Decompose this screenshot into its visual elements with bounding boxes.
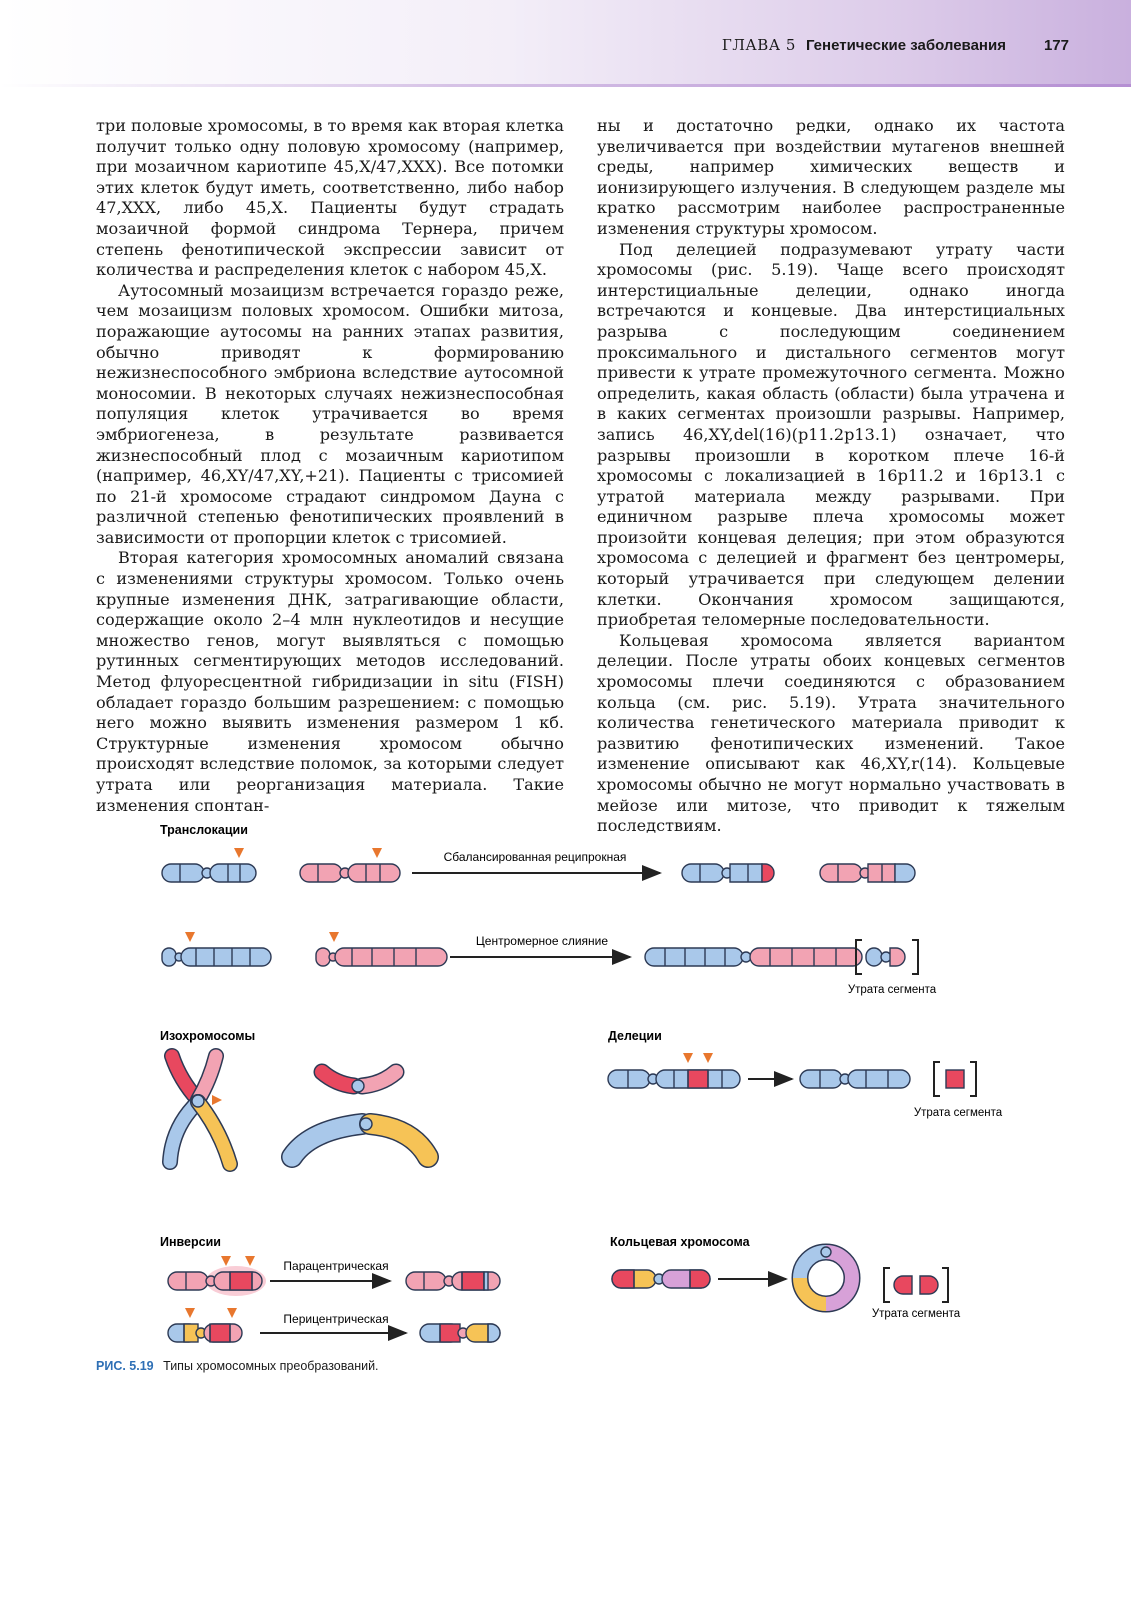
segment-loss-label: Утрата сегмента [913,1107,1003,1119]
bracket-icon [912,940,918,974]
chromosome-pink [300,864,400,882]
chapter-label: ГЛАВА 5 [721,36,796,54]
left-text-column [96,116,564,816]
chromosome-pericentric-after [420,1324,500,1342]
bracket-icon [942,1268,948,1302]
figure-chromosome-rearrangements [150,812,1030,1392]
paracentric-label: Парацентрическая [283,1259,389,1273]
pericentric-label: Перицентрическая [283,1312,389,1326]
segment-loss-label: Утрата сегмента [847,984,937,996]
running-header [722,36,1069,54]
chromosome-fused [645,948,862,966]
balanced-reciprocal-label: Сбалансированная реципрокная [443,850,627,864]
break-marker-icon [185,932,195,942]
ring-chromosome-title: Кольцевая хромосома [610,1235,750,1249]
figure-caption-text: Типы хромосомных преобразований. [163,1359,379,1373]
break-marker-icon [234,848,244,858]
centromeric-fusion-label: Центромерное слияние [475,934,609,948]
break-marker-icon [245,1256,255,1266]
break-marker-icon [683,1053,693,1063]
segment-loss-label: Утрата сегмента [871,1308,961,1320]
inversions-title: Инверсии [160,1235,221,1249]
lost-segment [946,1070,964,1088]
break-marker-icon [329,932,339,942]
chromosome-paracentric-after [406,1272,500,1290]
bracket-icon [934,1062,940,1096]
chromosome-after-deletion [800,1070,910,1088]
isochromosome-long [292,1118,428,1157]
figure-caption [96,1359,379,1373]
isochromosomes-title: Изохромосомы [160,1029,256,1043]
bracket-icon [970,1062,976,1096]
paragraph: Кольцевая хромосома является вариантом делеции. После утраты обоих концевых сегментов хромосомы плечи соединяются с образованием кольца (см. рис. 5.19). Утрата значительного количества генетического материала приводит к развитию фенотипических изменений. Такое изменение описывают как 46,XY,r(14). Кольцевые хромосомы обычно не могут нормально участвовать в мейозе или митозе, что приводит к тяжелым последствиям. [597,630,1065,836]
chromosome-blue [162,864,256,882]
right-text-column [597,116,1065,837]
chromosome-blue-acrocentric [162,948,271,966]
bracket-icon [884,1268,890,1302]
paragraph: Аутосомный мозаицизм встречается гораздо реже, чем мозаицизм половых хромосом. Ошибки митоза, поражающие аутосомы на ранних этапах развития, обычно приводят к формированию нежизнеспособного эмбриона вследствие аутосомной моносомии. В некоторых случаях нежизнеспособная популяция клеток утрачивается во время эмбриогенеза, в результате развивается жизнеспособный плод с мозаичным кариотипом (например, 46,XY/47,XY,+21). Пациенты с трисомией по 21-й хромосоме страдают синдромом Дауна с различной степенью фенотипических проявлений в зависимости от пропорции клеток с трисомией. [96,280,564,547]
x-shaped-chromosome [170,1056,230,1164]
translocations-title: Транслокации [160,823,248,837]
figure-diagram [150,812,1030,1392]
paragraph: ны и достаточно редки, однако их частота увеличивается при воздействии мутагенов внешней среды, например химических веществ и ионизирующего излучения. В следующем разделе мы кратко рассмотрим наиболее распространенные изменения структуры хромосом. [597,116,1065,238]
paragraph: Вторая категория хромосомных аномалий связана с изменениями структуры хромосом. Только очень крупные изменения ДНК, затрагивающие области, содержащие около 2–4 млн нуклеотидов и несущие множество генов, могут выявляться с помощью рутинных сегментирующих методов исследований. Метод флуоресцентной гибридизации in situ (FISH) обладает гораздо большим разрешением: с помощью него можно выявить изменения размером 1 кб. Структурные изменения хромосом обычно происходят вследствие поломок, за которыми следует утрата или реорганизация материала. Такие изменения спонтан- [96,548,564,815]
break-marker-icon [372,848,382,858]
chapter-title: Генетические заболевания [805,37,1006,54]
isochromosome-red [322,1072,396,1092]
chromosome-result-blue [682,864,774,882]
break-marker-icon [703,1053,713,1063]
chromosome-pericentric-before [168,1324,242,1342]
chromosome-before-deletion [608,1070,740,1088]
chromosome-result-pink [820,864,915,882]
header-rule [0,84,1131,87]
break-marker-icon [212,1095,222,1105]
figure-caption-label: РИС. 5.19 [96,1359,154,1373]
deletions-title: Делеции [608,1029,662,1043]
break-marker-icon [185,1308,195,1318]
paragraph: три половые хромосомы, в то время как вторая клетка получит только одну половую хромосому (например, при мозаичном кариотипе 45,X/47,XXX). Все потомки этих клеток будут иметь, соответственно, либо набор 47,XXX, либо 45,X. Пациенты будут страдать мозаичной формой синдрома Тернера, причем степень фенотипической экспрессии зависит от количества и распределения клеток с набором 45,X. [96,116,564,280]
break-marker-icon [227,1308,237,1318]
break-marker-icon [221,1256,231,1266]
page-number: 177 [1043,37,1069,54]
lost-ring-fragments [894,1276,938,1294]
ring-chromosome [800,1247,852,1304]
chromosome-before-ring [612,1270,710,1288]
paragraph: Под делецией подразумевают утрату части хромосомы (рис. 5.19). Чаще всего происходят интерстициальные делеции, однако иногда встречаются и концевые. Два интерстициальных разрыва с последующим соединением проксимального и дистального сегментов могут привести к утрате промежуточного сегмента. Можно определить, какая область (области) была утрачена и в каких сегментах произошли разрывы. Например, запись 46,XY,del(16)(p11.2p13.1) означает, что разрывы произошли в коротком плече 16-й хромосомы с локализацией в 16p11.2 и 16p13.1 с утратой материала между разрывами. При единичном разрыве плеча хромосомы может произойти концевая делеция; при этом образуются хромосома с делецией и фрагмент без центромеры, который утрачивается при следующем делении клетки. Окончания хромосом защищаются, приобретая теломерные последовательности. [597,239,1065,630]
chromosome-pink-acrocentric [316,948,447,966]
lost-fragment [866,948,905,966]
